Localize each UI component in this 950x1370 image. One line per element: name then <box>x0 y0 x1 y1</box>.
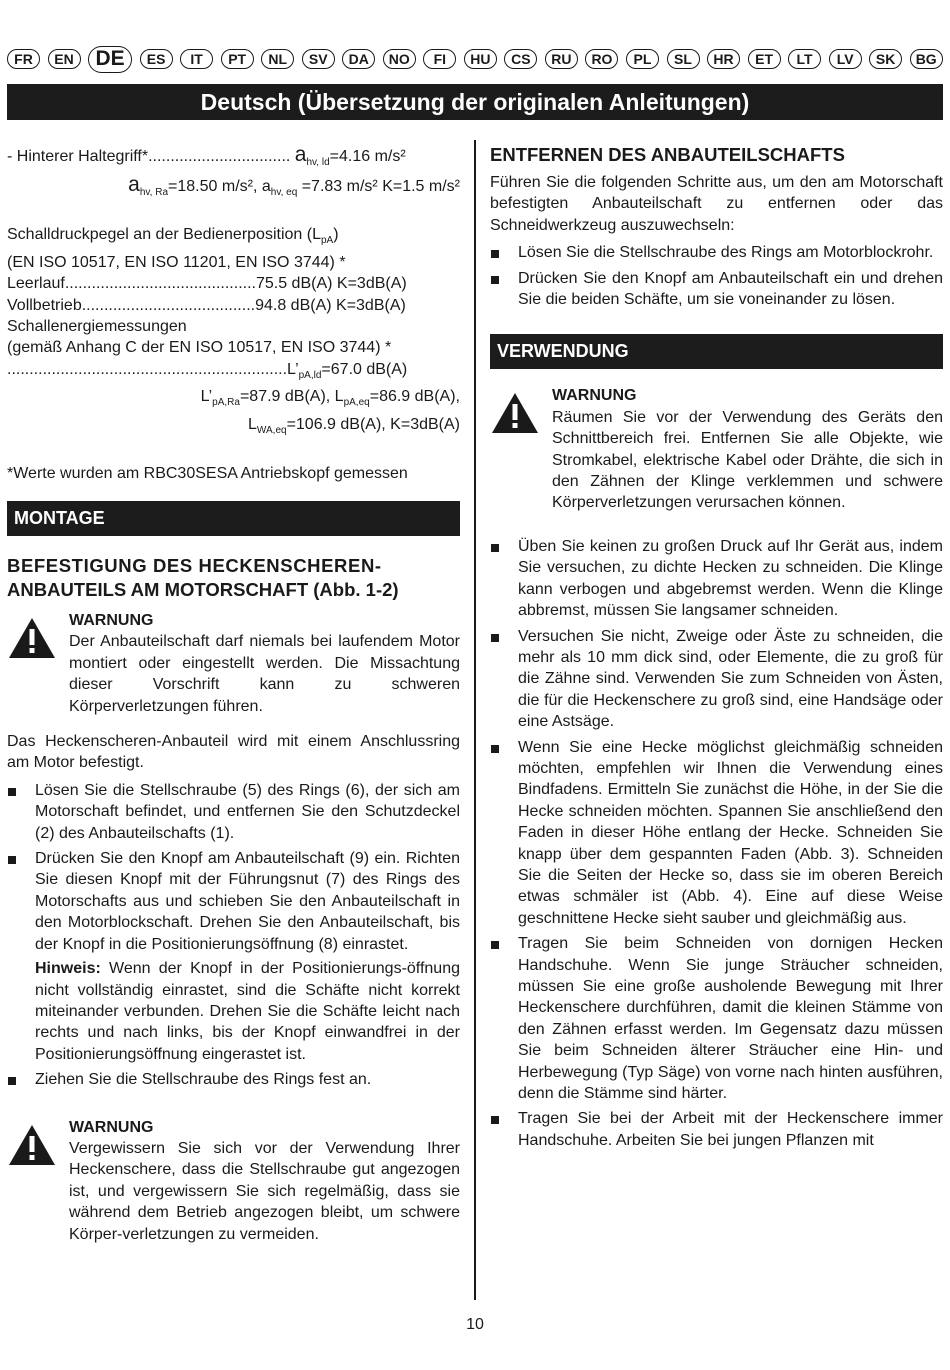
language-tab-et[interactable]: ET <box>748 49 781 69</box>
usage-steps <box>490 536 943 1151</box>
mounting-intro: Das Heckenscheren-Anbauteil wird mit einem Anschlussring am Motor befestigt. <box>7 733 460 772</box>
full-load-value: Vollbetrieb.......................................94.8 dB(A) K=3dB(A) <box>7 296 406 314</box>
section-verwendung: VERWENDUNG <box>490 334 943 369</box>
remove-intro: Führen Sie die folgenden Schritte aus, um den am Motorschaft befestigten Anbauteilschaft zu entfernen oder das Schneidwerkzeug auszuwechseln: <box>490 174 943 234</box>
idle-value: Leerlauf...........................................75.5 dB(A) K=3dB(A) <box>7 275 407 293</box>
warning-text: Räumen Sie vor der Verwendung des Geräts den Schnittbereich frei. Entfernen Sie alle Objekte, wie Stromkabel, elektrische Kabel oder Drähte, die sich in den Zähnen der Klinge verklemmen und schwere Körperverletzungen verursachen können. <box>552 408 943 512</box>
language-tab-hu[interactable]: HU <box>464 49 497 69</box>
section-montage: MONTAGE <box>7 501 460 536</box>
language-tab-lv[interactable]: LV <box>829 49 862 69</box>
energy-standard: (gemäß Anhang C der EN ISO 10517, EN ISO 3744) * <box>7 339 392 357</box>
warning-title: WARNUNG <box>69 1118 154 1136</box>
spec-vibration-values: $a_{hv, Ra}=18.50$ m/s², $a_{hv, eq} =7.83$ m/s² K=1.5 m/s² <box>128 172 460 198</box>
warning-block-2 <box>7 1117 460 1245</box>
language-tab-it[interactable]: IT <box>180 49 213 69</box>
list-item: Drücken Sie den Knopf am Anbauteilschaft ein und drehen Sie die beiden Schäfte, um sie voneinander zu lösen. <box>490 268 943 311</box>
language-tab-fr[interactable]: FR <box>7 49 40 69</box>
warning-triangle-icon <box>490 385 552 513</box>
warning-text: Vergewissern Sie sich vor der Verwendung Ihrer Heckenschere, dass die Stellschraube gut angezogen ist, und vergewissern Sie sich regelmäßig, dass sie während dem Betrieb angezogen bleibt, um schwere Körper-verletzungen zu vermeiden. <box>69 1139 460 1243</box>
energy-label: Schallenergiemessungen <box>7 318 187 335</box>
spec-rear-handle: - Hinterer Haltegriff*................................ $a_{hv, ld}=4.16$ m/s² <box>7 143 406 169</box>
list-item: Üben Sie keinen zu großen Druck auf Ihr Gerät aus, indem Sie versuchen, zu dichte Hecken zu schneiden. Die Klinge kann verbogen und abgebremst werden. Wenn die Klinge abbremst, müssen Sie langsamer schneiden. <box>490 536 943 622</box>
warning-title: WARNUNG <box>69 612 154 629</box>
language-tab-nl[interactable]: NL <box>261 49 294 69</box>
lw-line-3: $L_{WA,eq}=106.9$ dB(A), K=3dB(A) <box>248 416 460 437</box>
warning-block-1 <box>7 610 460 717</box>
sound-standard: (EN ISO 10517, EN ISO 11201, EN ISO 3744) * <box>7 253 346 271</box>
sound-pressure-label: Schalldruckpegel an der Bedienerposition $(L_{pA})$ <box>7 226 339 247</box>
warning-block-3 <box>490 385 943 513</box>
mounting-steps <box>7 780 460 1091</box>
lw-line-1: $...............................................................L’_{pA,ld}=67.0$ dB(A) <box>7 360 408 381</box>
language-tab-ru[interactable]: RU <box>545 49 578 69</box>
language-tab-sv[interactable]: SV <box>302 49 335 69</box>
subheading-mounting: BEFESTIGUNG DES HECKENSCHEREN- ANBAUTEILS AM MOTORSCHAFT (Abb. 1-2) <box>7 555 399 600</box>
heading-remove-shaft: ENTFERNEN DES ANBAUTEILSCHAFTS <box>490 144 845 165</box>
left-column <box>7 144 460 1245</box>
language-tab-es[interactable]: ES <box>140 49 173 69</box>
page-title: Deutsch (Übersetzung der originalen Anleitungen) <box>7 84 943 120</box>
list-item: Tragen Sie beim Schneiden von dornigen Hecken Handschuhe. Wenn Sie junge Sträucher schneiden, müssen Sie eine große ausholende Bewegung mit Ihrer Heckenschere durchführen, damit die kleinen Stämme von den Zähnen erfasst werden. Im Gegensatz dazu müssen Sie beim Schneiden älterer Sträucher eine Hin- und Herbewegung (Typ Säge) von vorne nach hinten ausführen, denn die Stämme sind härter. <box>490 933 943 1104</box>
list-item: Wenn Sie eine Hecke möglichst gleichmäßig schneiden möchten, empfehlen wir Ihnen die Verwendung eines Bindfadens. Ermitteln Sie zunächst die Höhe, in der Sie die Hecke schneiden möchten. Spannen Sie anschließend den Faden in dieser Höhe entlang der Hecke. Schneiden Sie knapp über dem gespannten Faden (Abb. 3). Schneiden Sie die Seiten der Hecke so, dass sie im oberen Bereich etwas schmäler ist (Abb. 4). Eine auf diese Weise geschnittene Hecke sieht sauber und gleichmäßig aus. <box>490 737 943 930</box>
list-item: Ziehen Sie die Stellschraube des Rings fest an. <box>7 1069 460 1090</box>
warning-triangle-icon <box>7 1117 69 1245</box>
language-tab-hr[interactable]: HR <box>707 49 740 69</box>
language-tab-en[interactable]: EN <box>48 49 81 69</box>
list-item: Versuchen Sie nicht, Zweige oder Äste zu schneiden, die mehr als 10 mm dick sind, oder Elemente, die zu groß für die Zähne sind. Verwenden Sie zum Schneiden von Ästen, die für die Heckenschere zu groß sind, eine Handsäge oder eine Astsäge. <box>490 626 943 733</box>
language-tabs <box>7 46 943 72</box>
list-item: Lösen Sie die Stellschraube (5) des Rings (6), der sich am Motorschaft befindet, und entfernen Sie den Schutzdeckel (2) des Anbauteilschafts (1). <box>7 780 460 844</box>
language-tab-pl[interactable]: PL <box>626 49 659 69</box>
right-column <box>490 144 943 1155</box>
page-number: 10 <box>466 1316 484 1333</box>
language-tab-no[interactable]: NO <box>383 49 416 69</box>
remove-steps <box>490 242 943 310</box>
language-tab-de[interactable]: DE <box>88 46 132 73</box>
list-item: Tragen Sie bei der Arbeit mit der Heckenschere immer Handschuhe. Arbeiten Sie bei jungen Pflanzen mit <box>490 1108 943 1151</box>
language-tab-sl[interactable]: SL <box>667 49 700 69</box>
lw-line-2: $L’_{pA,Ra}=87.9$ dB(A), $L_{pA,eq}=86.9$ dB(A), <box>200 388 460 409</box>
warning-title: WARNUNG <box>552 387 637 405</box>
warning-triangle-icon <box>7 610 69 717</box>
list-item: Drücken Sie den Knopf am Anbauteilschaft (9) ein. Richten Sie diesen Knopf mit der Führungsnut (7) des Rings des Motorschafts aus und schieben Sie den Anbauteilschaft in den Motorblockschaft. Drehen Sie den Anbauteilschaft, bis der Knopf in die Positionierungsöffnung (8) einrastet. Hinweis: Wenn der Knopf in der Positionierungs-öffnung nicht vollständig einrastet, sind die Schäfte nicht korrekt miteinander verbunden. Drehen Sie die Schäfte leicht nach rechts und nach links, bis der Knopf einwandfrei in der Positionierungsöffnung eingerastet ist. <box>7 848 460 1065</box>
language-tab-sk[interactable]: SK <box>869 49 902 69</box>
language-tab-fi[interactable]: FI <box>423 49 456 69</box>
warning-text: Der Anbauteilschaft darf niemals bei laufendem Motor montiert oder eingestellt werden. Die Missachtung dieser Vorschrift kann zu schweren Körperverletzungen führen. <box>69 633 460 715</box>
language-tab-da[interactable]: DA <box>342 49 375 69</box>
language-tab-ro[interactable]: RO <box>585 49 618 69</box>
column-divider <box>474 140 476 1300</box>
measurement-note: *Werte wurden am RBC30SESA Antriebskopf gemessen <box>7 464 408 482</box>
list-item: Lösen Sie die Stellschraube des Rings am Motorblockrohr. <box>490 242 943 263</box>
language-tab-lt[interactable]: LT <box>788 49 821 69</box>
language-tab-bg[interactable]: BG <box>910 49 943 69</box>
language-tab-pt[interactable]: PT <box>221 49 254 69</box>
language-tab-cs[interactable]: CS <box>504 49 537 69</box>
